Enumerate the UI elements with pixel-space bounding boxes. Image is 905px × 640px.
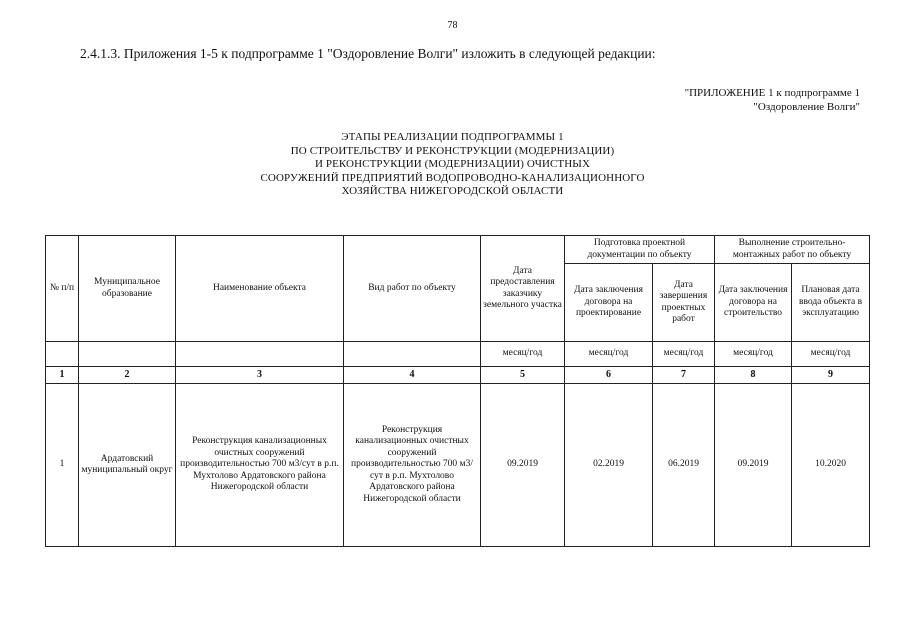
appendix-label-line: "ПРИЛОЖЕНИЕ 1 к подпрограмме 1 bbox=[684, 87, 860, 99]
cell-construction-contract-date: 09.2019 bbox=[715, 384, 792, 547]
cell-land-date: 09.2019 bbox=[481, 384, 565, 547]
column-number: 7 bbox=[653, 367, 715, 384]
unit-cell: месяц/год bbox=[565, 342, 653, 367]
unit-cell: месяц/год bbox=[792, 342, 870, 367]
title-line: ХОЗЯЙСТВА НИЖЕГОРОДСКОЙ ОБЛАСТИ bbox=[341, 185, 564, 198]
cell-design-end-date: 06.2019 bbox=[653, 384, 715, 547]
table-row bbox=[46, 384, 870, 547]
header-land-date: Дата предоставления заказчику земельного участка bbox=[481, 236, 565, 342]
header-design-end-date: Дата завершения проектных работ bbox=[653, 264, 715, 342]
page-number: 78 bbox=[447, 20, 458, 31]
title-line: ЭТАПЫ РЕАЛИЗАЦИИ ПОДПРОГРАММЫ 1 bbox=[341, 131, 564, 143]
header-object-name: Наименование объекта bbox=[176, 236, 344, 342]
unit-cell bbox=[46, 342, 79, 367]
title-line: И РЕКОНСТРУКЦИИ (МОДЕРНИЗАЦИИ) ОЧИСТНЫХ bbox=[314, 158, 591, 171]
header-municipality: Муниципальное образование bbox=[79, 236, 176, 342]
stages-table bbox=[45, 235, 870, 547]
cell-municipality: Ардатовский муниципальный округ bbox=[79, 384, 176, 547]
document-title bbox=[0, 131, 905, 199]
section-heading: 2.4.1.3. Приложения 1-5 к подпрограмме 1 "Оздоровление Волги" изложить в следующей редакции: bbox=[80, 46, 656, 61]
unit-cell: месяц/год bbox=[481, 342, 565, 367]
column-number: 3 bbox=[176, 367, 344, 384]
unit-cell: месяц/год bbox=[653, 342, 715, 367]
header-work-type: Вид работ по объекту bbox=[344, 236, 481, 342]
unit-cell bbox=[79, 342, 176, 367]
header-design-group: Подготовка проектной документации по объекту bbox=[565, 236, 715, 264]
column-number: 2 bbox=[79, 367, 176, 384]
column-number: 9 bbox=[792, 367, 870, 384]
cell-num: 1 bbox=[46, 384, 79, 547]
cell-commissioning-date: 10.2020 bbox=[792, 384, 870, 547]
column-number: 1 bbox=[46, 367, 79, 384]
appendix-label-line: "Оздоровление Волги" bbox=[753, 101, 860, 113]
header-commissioning-date: Плановая дата ввода объекта в эксплуатацию bbox=[792, 264, 870, 342]
title-line: СООРУЖЕНИЙ ПРЕДПРИЯТИЙ ВОДОПРОВОДНО-КАНАЛИЗАЦИОННОГО bbox=[260, 171, 645, 184]
header-construction-group: Выполнение строительно-монтажных работ по объекту bbox=[715, 236, 870, 264]
unit-cell bbox=[344, 342, 481, 367]
appendix-label bbox=[685, 86, 860, 114]
column-number: 4 bbox=[344, 367, 481, 384]
title-line: ПО СТРОИТЕЛЬСТВУ И РЕКОНСТРУКЦИИ (МОДЕРНИЗАЦИИ) bbox=[290, 144, 615, 157]
unit-cell: месяц/год bbox=[715, 342, 792, 367]
column-number: 8 bbox=[715, 367, 792, 384]
column-number: 5 bbox=[481, 367, 565, 384]
header-design-contract-date: Дата заключения договора на проектирование bbox=[565, 264, 653, 342]
cell-object-name: Реконструкция канализационных очистных сооружений производительностью 700 м3/сут в р.п. Мухтолово Ардатовского района Нижегородской области bbox=[176, 384, 344, 547]
column-number: 6 bbox=[565, 367, 653, 384]
header-construction-contract-date: Дата заключения договора на строительство bbox=[715, 264, 792, 342]
header-num: № п/п bbox=[46, 236, 79, 342]
unit-cell bbox=[176, 342, 344, 367]
cell-design-contract-date: 02.2019 bbox=[565, 384, 653, 547]
cell-work-type: Реконструкция канализационных очистных сооружений производительностью 700 м3/сут в р.п. Мухтолово Ардатовского района Нижегородской области bbox=[344, 384, 481, 547]
